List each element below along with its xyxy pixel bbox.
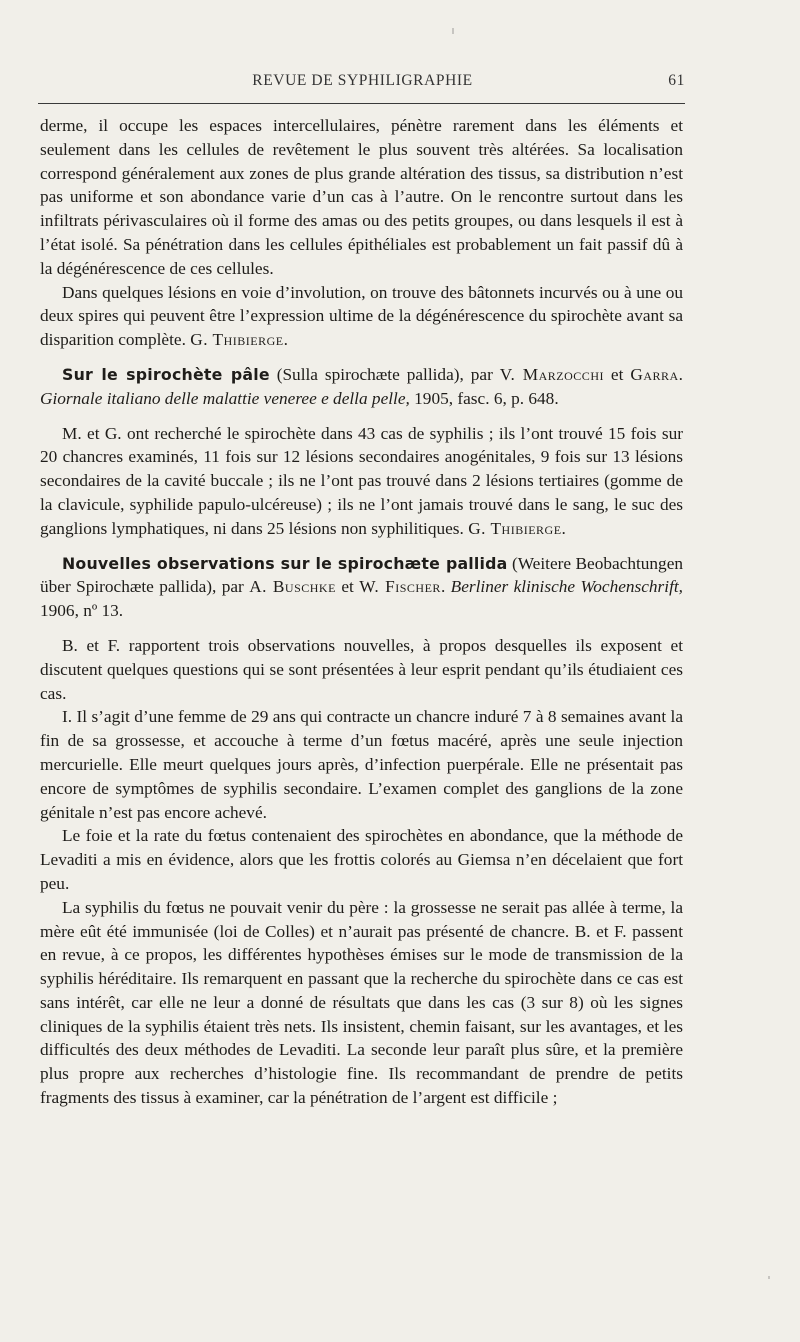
entry-title: Nouvelles observations sur le spirochæte pallida	[62, 553, 508, 573]
paragraph-text: Dans quelques lésions en voie d’involution, on trouve des bâtonnets incurvés ou à une ou deux spires qui peuvent être l’expression ultime de la dégénérescence du spirochète avant sa disparition complète.	[40, 282, 683, 350]
paragraph: B. et F. rapportent trois observations nouvelles, à propos desquelles ils exposent et discutent quelques questions qui se sont présentées à leur esprit pendant qu’ils étudiaient ces cas.	[40, 635, 683, 703]
paragraph: La syphilis du fœtus ne pouvait venir du père : la grossesse ne serait pas allée à terme, la mère eût été immunisée (loi de Colles) et n’aurait pas présenté de chancre. B. et F. passent en revue, à ce propos, les différentes hypothèses émises sur le mode de transmission de la syphilis héréditaire. Ils remarquent en passant que la recherche du spirochète dans ce cas est sans intérêt, car elle ne leur a donné de résultats que dans les cas (3 sur 8) où les signes cliniques de la syphilis étaient très nets. Ils insistent, chemin faisant, sur les avantages, et les difficultés des deux méthodes de Levaditi. La seconde leur paraît plus sûre, et la première plus propre aux recherches d’histologie fine. Ils recommandant de prendre de petits fragments des tissus à examiner, car la pénétration de l’argent est difficile ;	[40, 897, 683, 1108]
entry-author: Garra	[630, 364, 679, 384]
bibliographic-entry	[40, 363, 683, 411]
paragraph-text: M. et G. ont recherché le spirochète dans 43 cas de syphilis ; ils l’ont trouvé 15 fois sur 20 chancres examinés, 11 fois sur 12 lésions secondaires anogénitales, 9 fois sur 13 lésions secondaires de la cavité buccale ; ils ne l’ont pas trouvé dans 2 lésions tertiaires (gomme de la clavicule, syphilide papulo-ulcéreuse) ; ils ne l’ont jamais trouvé dans le sang, le suc des ganglions lymphatiques, ni dans 25 lésions non syphilitiques.	[40, 423, 683, 538]
entry-journal: Giornale italiano delle malattie veneree e della pelle,	[40, 388, 410, 408]
paper-speck	[768, 1276, 770, 1279]
entry-author: A. Buschke	[249, 577, 336, 597]
entry-author: W. Fischer	[359, 577, 441, 597]
entry-journal: Berliner klinische Wochenschrift,	[450, 577, 684, 597]
paragraph-continued: derme, il occupe les espaces intercellulaires, pénètre rarement dans les éléments et seulement dans les cellules de revêtement le plus souvent très altérées. Sa localisation correspond généralement aux zones de plus grande altération des tissus, sa distribution n’est pas uniforme et son abondance varie d’un cas à l’autre. On le rencontre surtout dans les infiltrats périvasculaires où il forme des amas ou des petits groupes, ou dans lesquels il est à l’état isolé. Sa pénétration dans les cellules épithéliales est probablement un fait passif dû à la dégénérescence de ces cellules.	[40, 116, 683, 278]
entry-conjunction: et	[603, 364, 631, 384]
entry-translation: (Weitere Beobachtungen über Spirochæte pallida), par	[40, 553, 683, 597]
signature: G. Thibierge.	[190, 330, 289, 350]
running-header	[40, 72, 685, 94]
entry-reference: 1906, nº 13.	[40, 601, 124, 621]
article-body	[40, 114, 683, 1110]
entry-author: V. Marzocchi	[499, 364, 604, 384]
paragraph	[40, 281, 683, 352]
entry-conjunction: et	[335, 577, 360, 597]
paragraph: Le foie et la rate du fœtus contenaient des spirochètes en abondance, que la méthode de Levaditi a mis en évidence, alors que les frottis colorés au Giemsa n’en décelaient que fort peu.	[40, 826, 683, 893]
page-number: 61	[668, 72, 685, 89]
entry-translation: (Sulla spirochæte pallida), par	[269, 364, 500, 384]
paper-speck	[452, 28, 454, 34]
journal-title: REVUE DE SYPHILIGRAPHIE	[252, 72, 473, 89]
entry-separator: .	[678, 364, 683, 384]
signature: G. Thibierge.	[468, 518, 567, 538]
bibliographic-entry	[40, 552, 683, 623]
entry-reference: 1905, fasc. 6, p. 648.	[409, 388, 559, 408]
entry-separator: .	[440, 577, 451, 597]
entry-title: Sur le spirochète pâle	[62, 364, 270, 384]
paragraph: I. Il s’agit d’une femme de 29 ans qui contracte un chancre induré 7 à 8 semaines avant la fin de sa grossesse, et accouche à terme d’un fœtus macéré, après une seule injection mercurielle. Elle meurt quelques jours après, d’infection puerpérale. Elle ne présentait pas encore de symptômes de syphilis secondaire. L’examen complet des ganglions de la zone génitale n’est pas encore achevé.	[40, 707, 683, 822]
paragraph	[40, 422, 683, 541]
header-rule	[38, 103, 685, 104]
